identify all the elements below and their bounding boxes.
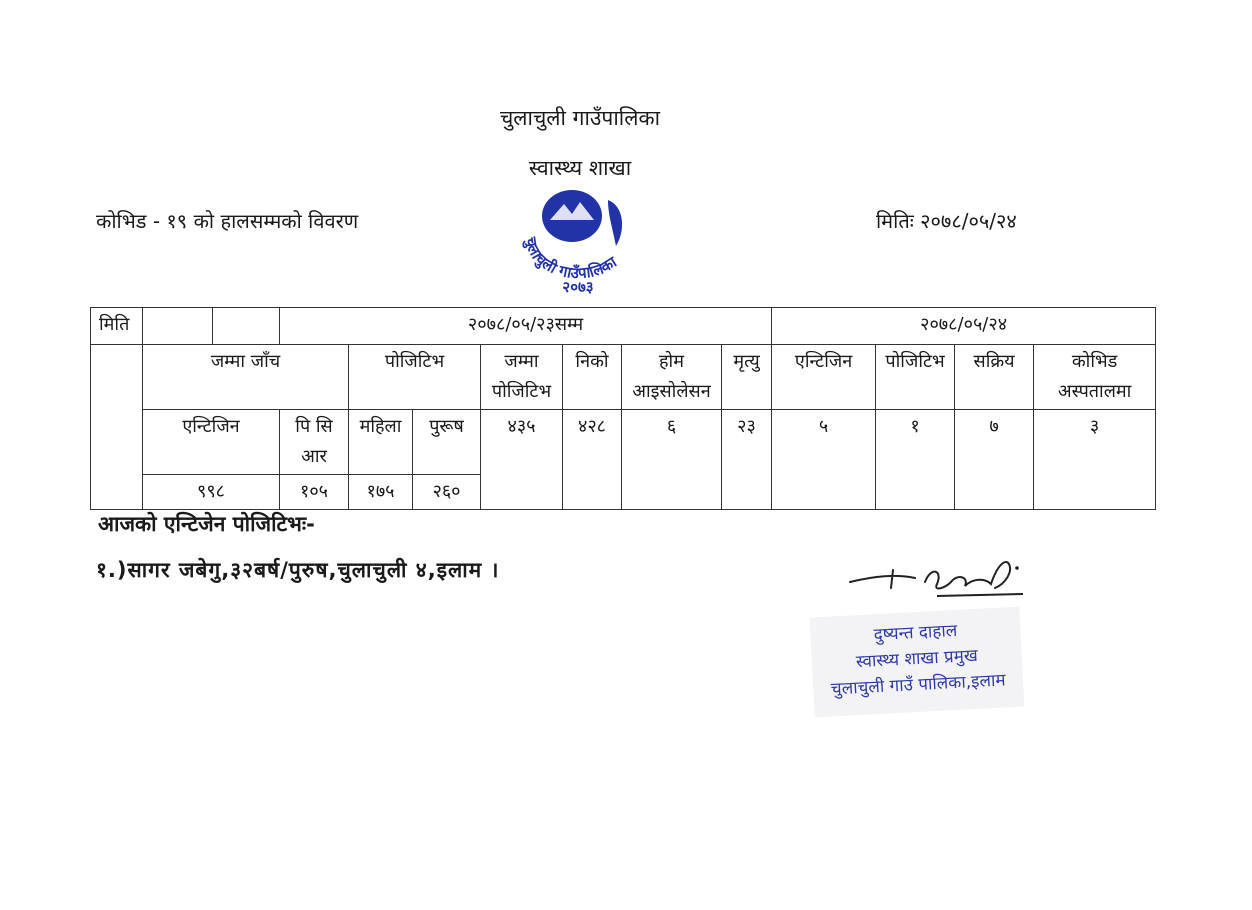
female-subheader: महिला — [349, 410, 413, 475]
recovered-value: ४२८ — [563, 410, 622, 510]
official-stamp — [810, 607, 1025, 718]
active-header: सक्रिय — [955, 345, 1034, 410]
today-positive-item: १.)सागर जबेगु,३२बर्ष/पुरुष,चुलाचुली ४,इलाम । — [96, 558, 500, 582]
positive-header: पोजिटिभ — [349, 345, 481, 410]
positive-today-header: पोजिटिभ — [876, 345, 955, 410]
antigen-today-header: एन्टिजिन — [772, 345, 876, 410]
report-title: कोभिड - १९ को हालसम्मको विवरण — [96, 209, 359, 233]
branch-name: स्वास्थ्य शाखा — [528, 156, 632, 180]
logo-year: २०७३ — [562, 278, 594, 296]
stamp-designation: स्वास्थ्य शाखा प्रमुख — [855, 645, 979, 673]
logo-leaf-icon — [608, 200, 622, 246]
empty-cell — [213, 308, 280, 345]
date-label-cell: मिति — [91, 308, 143, 345]
total-tests-header: जम्मा जाँच — [143, 345, 349, 410]
pcr-tests-value: १०५ — [280, 475, 349, 510]
logo-arc-text: चुलाचुली गाउँपालिका — [521, 235, 620, 283]
active-value: ७ — [955, 410, 1034, 510]
home-isolation-header: होम आइसोलेसन — [622, 345, 722, 410]
municipality-logo-seal — [512, 186, 644, 298]
antigen-subheader: एन्टिजिन — [143, 410, 280, 475]
antigen-today-value: ५ — [772, 410, 876, 510]
report-date: मितिः २०७८/०५/२४ — [876, 209, 1017, 233]
female-positive-value: १७५ — [349, 475, 413, 510]
table-row — [91, 308, 1156, 345]
deaths-header: मृत्यु — [722, 345, 772, 410]
table-row — [91, 410, 1156, 475]
total-positive-value: ४३५ — [481, 410, 563, 510]
antigen-tests-value: ९९८ — [143, 475, 280, 510]
covid-summary-table — [90, 307, 1156, 510]
positive-today-value: १ — [876, 410, 955, 510]
covid-hospital-header: कोभिड अस्पतालमा — [1034, 345, 1156, 410]
empty-cell — [91, 345, 143, 510]
today-period-header: २०७८/०५/२४ — [772, 308, 1156, 345]
recovered-header: निको — [563, 345, 622, 410]
male-subheader: पुरूष — [413, 410, 481, 475]
stamp-name: दुष्यन्त दाहाल — [873, 620, 958, 646]
total-positive-header: जम्मा पोजिटिभ — [481, 345, 563, 410]
table-row — [91, 345, 1156, 410]
stamp-office: चुलाचुली गाउँ पालिका,इलाम — [830, 670, 1007, 700]
empty-cell — [143, 308, 213, 345]
cumulative-period-header: २०७८/०५/२३सम्म — [280, 308, 772, 345]
deaths-value: २३ — [722, 410, 772, 510]
male-positive-value: २६० — [413, 475, 481, 510]
home-isolation-value: ६ — [622, 410, 722, 510]
today-antigen-heading: आजको एन्टिजेन पोजिटिभः- — [98, 512, 315, 536]
office-name: चुलाचुली गाउँपालिका — [499, 106, 661, 130]
covid-hospital-value: ३ — [1034, 410, 1156, 510]
pcr-subheader: पि सि आर — [280, 410, 349, 475]
